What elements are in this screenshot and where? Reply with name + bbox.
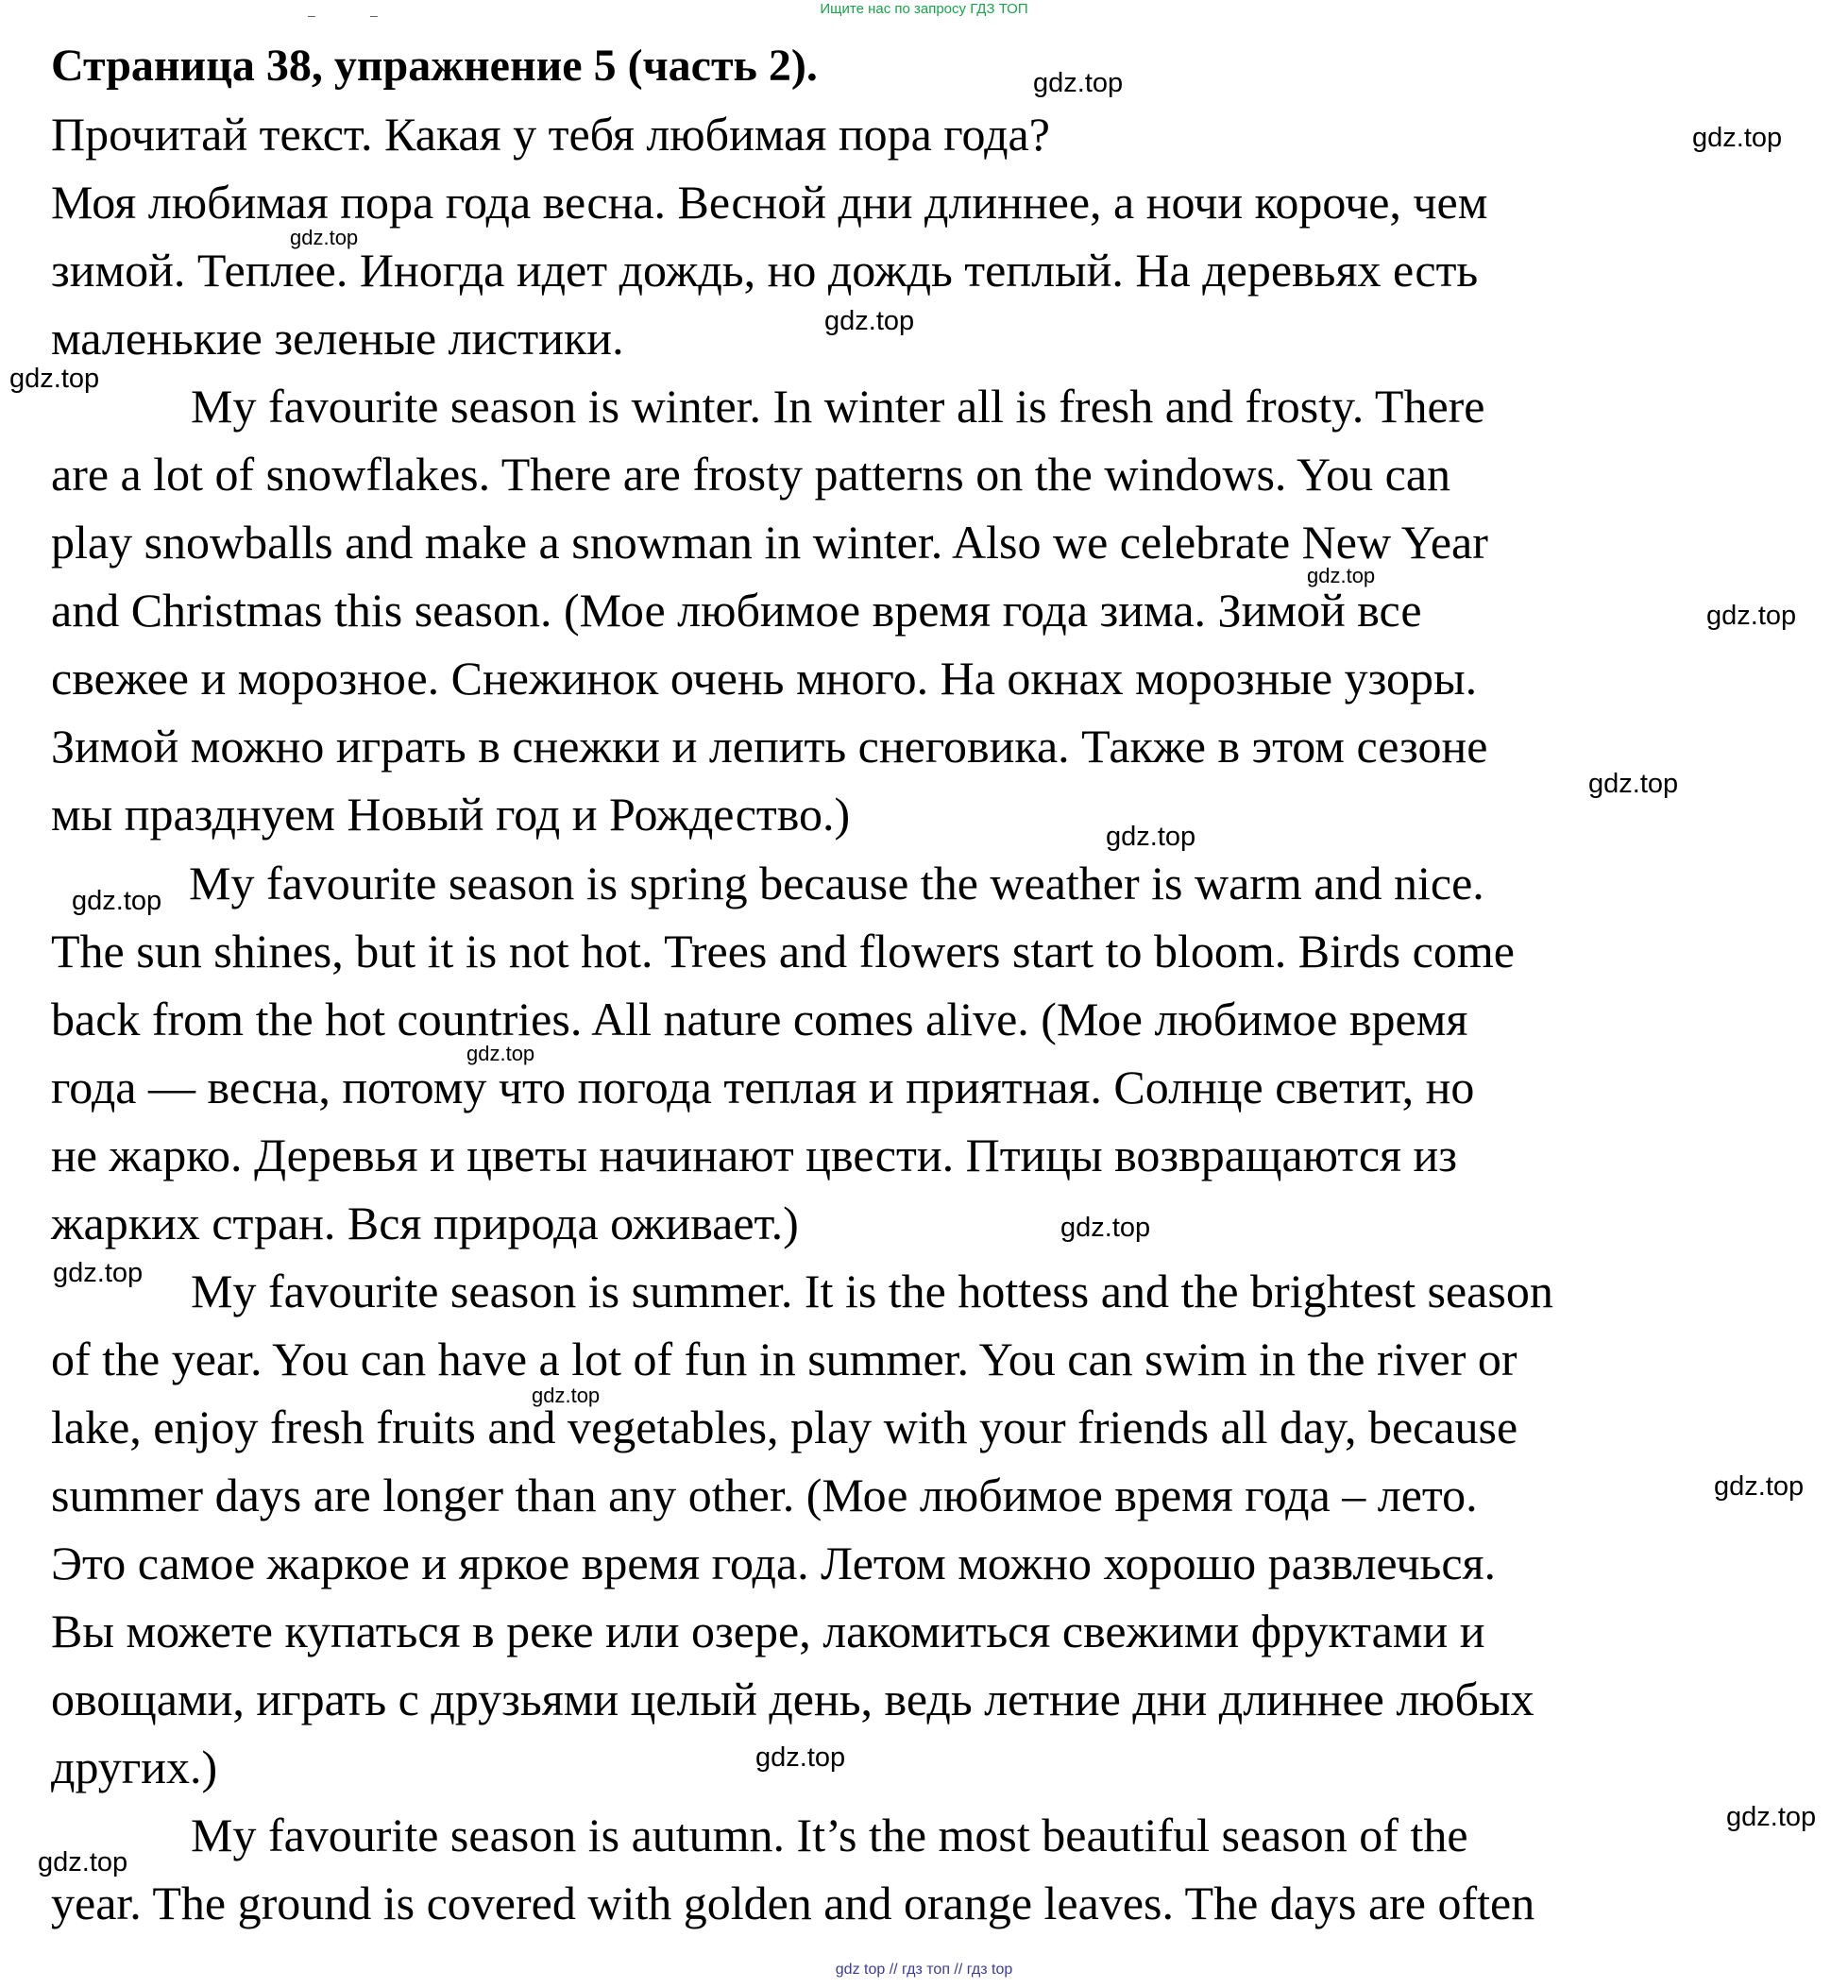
text-line: lake, enjoy fresh fruits and vegetables, play with your friends all day, because	[51, 1401, 1518, 1453]
text-line: года — весна, потому что погода теплая и приятная. Солнце светит, но	[51, 1061, 1475, 1113]
paragraph-autumn-start: My favourite season is autumn. It’s the most beautiful season of the	[191, 1809, 1468, 1861]
watermark: gdz.top	[824, 306, 915, 336]
decorative-dash: –	[308, 8, 315, 23]
text-line: summer days are longer than any other. (Мое любимое время года – лето.	[51, 1469, 1478, 1521]
decorative-dash: –	[370, 8, 378, 23]
text-line: Это самое жаркое и яркое время года. Летом можно хорошо развлечься.	[51, 1537, 1497, 1589]
watermark: gdz.top	[1714, 1471, 1805, 1502]
page-title: Страница 38, упражнение 5 (часть 2).	[51, 41, 818, 91]
text-line: маленькие зеленые листики.	[51, 312, 624, 365]
text-line: не жарко. Деревья и цветы начинают цвести. Птицы возвращаются из	[51, 1129, 1458, 1181]
text-line: жарких стран. Вся природа оживает.)	[51, 1197, 799, 1249]
watermark: gdz.top	[72, 886, 162, 916]
text-line: of the year. You can have a lot of fun in summer. You can swim in the river or	[51, 1333, 1517, 1385]
footer-links[interactable]: gdz top // гдз топ // гдз top	[835, 1962, 1013, 1978]
watermark: gdz.top	[38, 1847, 128, 1878]
task-question: Прочитай текст. Какая у тебя любимая пора года?	[51, 108, 1050, 161]
paragraph-winter-start: My favourite season is winter. In winter all is fresh and frosty. There	[191, 380, 1485, 433]
text-line: The sun shines, but it is not hot. Trees and flowers start to bloom. Birds come	[51, 925, 1515, 977]
text-line: and Christmas this season. (Мое любимое время года зима. Зимой все	[51, 584, 1422, 637]
text-line: Моя любимая пора года весна. Весной дни длиннее, а ночи короче, чем	[51, 176, 1488, 229]
search-banner[interactable]: Ищите нас по запросу ГДЗ ТОП	[820, 1, 1028, 17]
text-line: Зимой можно играть в снежки и лепить снеговика. Также в этом сезоне	[51, 720, 1488, 773]
text-line: других.)	[51, 1741, 218, 1793]
text-line: Вы можете купаться в реке или озере, лакомиться свежими фруктами и	[51, 1605, 1485, 1657]
watermark: gdz.top	[1692, 123, 1783, 153]
text-line: овощами, играть с друзьями целый день, ведь летние дни длиннее любых	[51, 1673, 1534, 1725]
watermark: gdz.top	[755, 1742, 846, 1773]
paragraph-summer-start: My favourite season is summer. It is the hottess and the brightest season	[191, 1265, 1553, 1317]
watermark: gdz.top	[532, 1384, 601, 1407]
text-line: back from the hot countries. All nature comes alive. (Мое любимое время	[51, 993, 1468, 1045]
watermark: gdz.top	[290, 226, 359, 249]
watermark: gdz.top	[1106, 822, 1196, 852]
watermark: gdz.top	[1726, 1802, 1817, 1832]
watermark: gdz.top	[9, 364, 100, 394]
watermark: gdz.top	[1307, 564, 1376, 587]
watermark: gdz.top	[1588, 769, 1679, 799]
text-line: зимой. Теплее. Иногда идет дождь, но дождь теплый. На деревьях есть	[51, 244, 1479, 297]
text-line: play snowballs and make a snowman in winter. Also we celebrate New Year	[51, 516, 1488, 569]
text-line: свежее и морозное. Снежинок очень много. На окнах морозные узоры.	[51, 652, 1478, 705]
watermark: gdz.top	[466, 1042, 535, 1065]
text-line: мы празднуем Новый год и Рождество.)	[51, 788, 851, 841]
watermark: gdz.top	[1706, 601, 1797, 631]
text-line: are a lot of snowflakes. There are frosty patterns on the windows. You can	[51, 448, 1451, 501]
paragraph-spring-start: My favourite season is spring because the weather is warm and nice.	[189, 857, 1484, 909]
watermark: gdz.top	[53, 1258, 144, 1288]
text-line: year. The ground is covered with golden and orange leaves. The days are often	[51, 1877, 1535, 1929]
watermark: gdz.top	[1060, 1213, 1151, 1243]
watermark: gdz.top	[1033, 68, 1124, 98]
